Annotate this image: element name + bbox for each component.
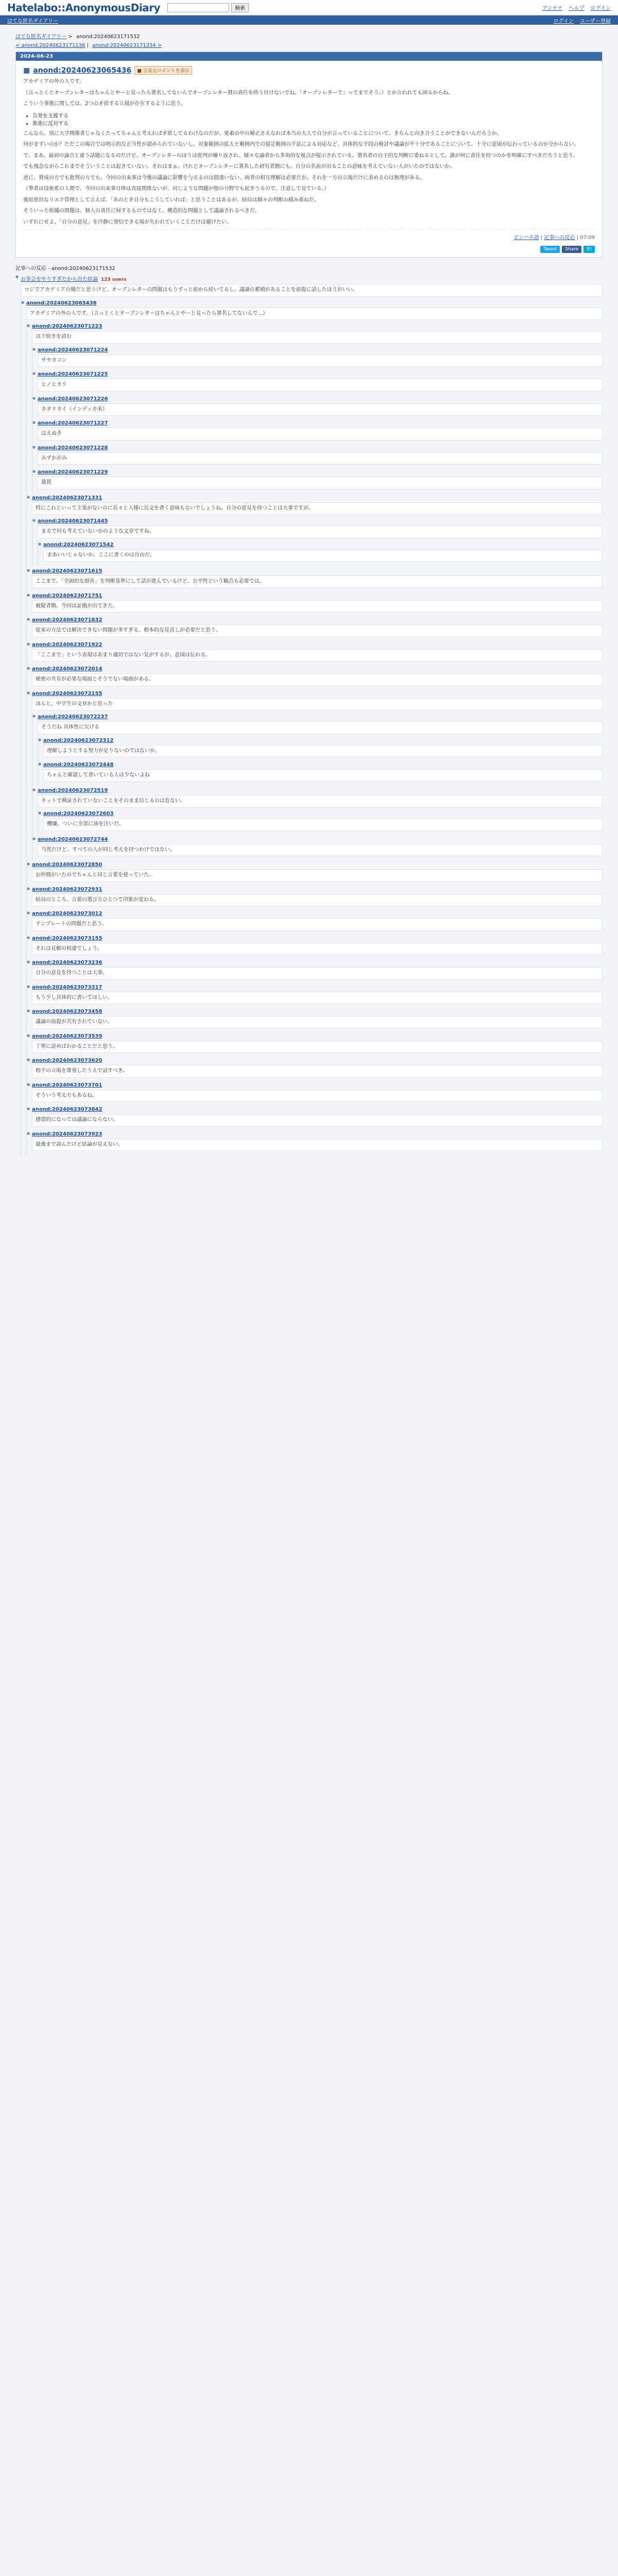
tree-item [27, 886, 603, 910]
nav-sep: | [87, 43, 89, 48]
tree-item-link[interactable]: ● anond:20240623072744 [38, 836, 108, 842]
anonymous-diary-link[interactable]: はてな匿名ダイアリー [7, 18, 59, 24]
tree-item [27, 1008, 603, 1032]
tree-item-link[interactable]: ● anond:20240623072014 [32, 666, 102, 672]
tree-item-snippet: 感情的になっては議論にならない。 [32, 1114, 603, 1127]
tree-item-link[interactable]: ● anond:20240623071445 [38, 518, 108, 524]
entry-paragraph: そういった組織の問題は、個人の責任に帰するものではなく、構造的な問題として議論されるべきだ。 [23, 208, 260, 214]
tree-item-snippet: 被疑者側、今回は証拠が出てきた。 [32, 600, 603, 613]
footer-reactions-link[interactable]: 記事への反応 [544, 235, 575, 241]
entry-paragraph: 逆に、賛成の方でも批判の方でも、今回の出来事は今後の議論に影響を与えるのは間違いない。両者の相互理解は必要だが、それを一方の立場だけに求めるのは無理がある。 [23, 175, 425, 181]
tree-item-link[interactable]: ● anond:20240623072237 [38, 714, 108, 720]
tree-item-snippet: 最後まで読んだけど結論が見えない。 [32, 1139, 603, 1151]
tree-item-link[interactable]: ● anond:20240623072312 [43, 737, 114, 743]
tree-item [32, 787, 603, 836]
entry-bullet: • 告発を支援する [32, 111, 595, 119]
tree-item-link[interactable]: ● anond:20240623071226 [38, 396, 108, 402]
page-content [0, 25, 618, 1161]
tree-item [27, 1106, 603, 1130]
register-link[interactable]: ユーザー登録 [580, 18, 611, 24]
tree-item-link[interactable]: ● anond:20240623073620 [32, 1058, 102, 1063]
tree-item-snippet: そういう考え方もあるね。 [32, 1090, 603, 1103]
tree-item-snippet: 機嫌。ついに全部に油を注いだ。 [43, 818, 603, 831]
tree-item-link[interactable]: ● anond:20240623072850 [32, 862, 102, 868]
tree-item-link[interactable]: ● anond:20240623072155 [32, 690, 102, 697]
tree-item-link[interactable]: ● anond:20240623071223 [32, 324, 102, 329]
tree-item-link[interactable]: ● anond:20240623072519 [38, 787, 108, 793]
show-reference-badge[interactable]: ■ 言及元コメントを表示 [134, 66, 192, 75]
entry [16, 61, 602, 257]
reactions-heading: 記事への反応 - anond:20240623171532 [15, 266, 115, 272]
search-area [167, 3, 249, 12]
tree-item-link[interactable]: ● anond:20240623072448 [43, 762, 114, 768]
footer-time: 07:09 [580, 235, 595, 241]
tree-item [27, 984, 603, 1008]
tree-item [27, 690, 603, 861]
hatena-bookmark-button[interactable]: B! [583, 246, 595, 253]
tree-item-snippet: そうだね 具体性に欠ける [38, 721, 603, 734]
tree-item-snippet: 自分の意見を持つことは大事。 [32, 967, 603, 980]
tree-item-children [32, 346, 603, 493]
entry-footer: ピンハネ語 | 記事への反応 | 07:09 [23, 229, 595, 244]
tree-item-snippet: 当然だけど、すべての人が同じ考えを持つわけではない。 [38, 844, 603, 857]
tree-item [27, 323, 603, 494]
tree-item-children [38, 541, 603, 566]
tree-item-link[interactable]: ● anond:20240623071228 [38, 445, 108, 451]
breadcrumb [15, 32, 603, 40]
tree-item-link[interactable]: ● anond:20240623071227 [38, 420, 108, 426]
tree-item-snippet: 議論の前提が共有されていない。 [32, 1016, 603, 1029]
entry-paragraph: 何がまずいのか？ただこの場合では明示的な正当性が認められていないし、対象範囲の拡大と範囲内での協定範囲の手法による対応など、具体的な手段の検討や議論が不十分であることについて、十分に意図が伝わっているのか分からない。 [23, 142, 579, 147]
help-link[interactable]: ヘルプ [569, 6, 585, 11]
entry-paragraph: でも残念ながらこれまでそういうことは起きていない。それはまぁ、けれどオープンレターに署名した研究者側にも、自分の名前が出ることの意味を考えていない人がいたのではないか。 [23, 164, 455, 170]
tree-item-children [26, 323, 603, 1155]
tree-item-snippet: アカデミアの外の人です。（言っとくとオープンレターはちゃんとやーと見ったら署名してないんで...） [26, 308, 603, 320]
facebook-share-button[interactable]: Share [562, 246, 581, 253]
tree-item-link[interactable]: ● anond:20240623071224 [38, 347, 108, 353]
tree-children [21, 299, 603, 1156]
tree-item [32, 419, 603, 444]
tree-item-link[interactable]: ● anond:20240623071922 [32, 641, 102, 648]
tree-item-snippet: はえぬき [38, 428, 603, 440]
tree-item [27, 567, 603, 592]
tree-item [32, 836, 603, 860]
entry-title[interactable]: anond:20240623065436 [33, 66, 132, 75]
tree-item-link[interactable]: ● anond:20240623071229 [38, 469, 108, 475]
tree-item [38, 541, 603, 566]
root-link[interactable]: ● お茶会をやりすぎたから出た結論 [21, 277, 98, 282]
tree-item-snippet: 結局のところ、言葉の選び方ひとつで印象が変わる。 [32, 894, 603, 907]
search-button[interactable]: 検索 [231, 3, 249, 12]
tree-item [32, 370, 603, 395]
tree-item [27, 1032, 603, 1057]
entry-paragraph: こんなら、別に大学関係者じゃなくたってちゃんと考えれば矛盾してるわけなのだが、要素の中の秘正さえなれば本当の大人で自分が言っていることについて、きちんと向き合うことができないんだろうか。 [23, 130, 502, 137]
tree-item-children [38, 737, 603, 786]
tree-item [27, 910, 603, 935]
tree-item-link[interactable]: ● anond:20240623073842 [32, 1107, 102, 1112]
breadcrumb-current: anond:20240623171532 [76, 34, 140, 40]
tree-item [27, 1130, 603, 1155]
tree-item [27, 641, 603, 666]
tree-item-snippet: 理解しようとする努力が足りないのではないか。 [43, 745, 603, 758]
tree-item-snippet: テンプレートの問題だと思う。 [32, 918, 603, 931]
tree-item-link[interactable]: ● anond:20240623073539 [32, 1033, 102, 1039]
tree-item-link[interactable]: ● anond:20240623073317 [32, 984, 102, 990]
tree-item [38, 810, 603, 835]
entry-paragraph: いずれにせよ、「自分の意見」を冷静に発信できる場が失われていくことだけは避けたい。 [23, 219, 232, 225]
hot-user-count: 123 users [101, 277, 127, 282]
day-block [15, 52, 603, 258]
entry-paragraph: アカデミアの外の人です。 [23, 79, 85, 84]
tree-item [32, 713, 603, 787]
tree-item-snippet: ちゃんと確認して書いている人は少ないよね [43, 769, 603, 782]
tree-item-snippet: 秘密の共有が必要な場面とそうでない場面がある。 [32, 673, 603, 686]
tree-item-link[interactable]: ● anond:20240623073701 [32, 1082, 102, 1088]
tree-item-snippet: 築賞 [38, 477, 603, 489]
tree-item [27, 1081, 603, 1106]
entry-paragraph: （言っとくとオープンレターはちゃんとやーと見ったら署名してないんでオープンレター賛の責任を終う付けないでね。「オープンレターで」ってまでそう。）とか言われても困るからね。 [23, 90, 454, 96]
share-row [23, 244, 595, 254]
breadcrumb-sep: > [68, 34, 73, 40]
tree-item-link[interactable]: ● anond:20240623072931 [32, 886, 102, 892]
tree-item-snippet: 相手の立場を尊重したうえで話すべき。 [32, 1065, 603, 1078]
tree-item [38, 737, 603, 761]
login-link[interactable]: ログイン [553, 18, 574, 24]
tree-item [21, 299, 603, 1156]
tree-item [32, 395, 603, 420]
tree-item-snippet: お仲間がいたのでちゃんと同じ言葉を使っていた。 [32, 869, 603, 882]
tree-item-snippet: ヒノヒカリ [38, 379, 603, 392]
footer-user-link[interactable]: ピンハネ語 [513, 235, 539, 241]
tree-item [27, 592, 603, 617]
prev-entry-link[interactable]: < anond:20240623171136 [15, 43, 85, 48]
tree-root [15, 274, 603, 1157]
tree-item-snippet: ネットで検証されていないことをそのまま信じるのは危ない。 [38, 795, 603, 808]
tree-item-snippet: 特にこれといって主張がないのに長々と人様に長文を書く意味もないでしょうね。自分の意見を持つことは大事ですが。 [32, 502, 603, 515]
top-bar [0, 0, 618, 15]
prev-next-nav [15, 43, 603, 48]
tree-item [32, 346, 603, 371]
tree-item-link[interactable]: ● anond:20240623065436 [26, 300, 97, 306]
tree-item-link[interactable]: ● anond:20240623072603 [43, 811, 114, 817]
tree-item-snippet: カオリカイ（インディカ米） [38, 403, 603, 416]
tree-item-link[interactable]: ● anond:20240623073923 [32, 1131, 102, 1137]
root-snippet: マジでアカデミアの闇だと思うけど、オープンレターの問題はもうずっと前から続いてるし、議論の蓄積があることを前提に話したほうがいい。 [21, 284, 603, 297]
tree-item-snippet: まるで何も考えていないかのような文章ですね。 [38, 526, 603, 538]
tree-item-link[interactable]: ● anond:20240623071225 [38, 371, 108, 377]
entry-paragraph: こういう事態に関しては、2つの矛盾する立場が存在するように思う。 [23, 101, 186, 107]
tree-item [27, 494, 603, 568]
tree-item [27, 1057, 603, 1081]
tree-item-link[interactable]: ● anond:20240623071615 [32, 568, 102, 574]
entry-paragraph: （筆者は技術系の人間で、今回の出来事自体は直接関係ないが、同じような問題が他の分野でも起きうるので、注意して見ている。） [23, 186, 330, 192]
top-links [542, 4, 611, 11]
tree-item-link[interactable]: ● anond:20240623071751 [32, 592, 102, 599]
tree-item-link[interactable]: ● anond:20240623073155 [32, 935, 102, 941]
tree-item-snippet: もう少し具体的に書いてほしい。 [32, 992, 603, 1005]
tree-item-children [32, 517, 603, 566]
tree-item-snippet: 以下続きを読む [32, 331, 603, 344]
day-date: 2024-06-23 [16, 52, 602, 61]
tree-item [32, 444, 603, 469]
tree-item [27, 959, 603, 984]
tree-item-link[interactable]: ● anond:20240623071542 [43, 541, 114, 548]
tree-item-children [38, 810, 603, 835]
entry-square-icon: ■ [23, 66, 30, 75]
tree-item-children [32, 713, 603, 860]
tree-item [38, 761, 603, 786]
tree-item-link[interactable]: ● anond:20240623073458 [32, 1009, 102, 1014]
reactions-tree [15, 264, 603, 1157]
tree-item-snippet: 「ここまで」という表現はあまり適切ではない気がするが、意図は伝わる。 [32, 649, 603, 662]
tree-item-link[interactable]: ● anond:20240623071331 [32, 495, 102, 501]
entry-paragraph: 後知恵的なリスク管理として言えば、「あのとき自分もこうしていれば」と思うことはあるが、結局は個々の判断の積み重ねだ。 [23, 197, 319, 203]
tree-item-link[interactable]: ● anond:20240623073236 [32, 960, 102, 965]
tree-item-snippet: みずかがみ [38, 452, 603, 465]
entry-body [23, 78, 595, 226]
tree-item [27, 665, 603, 690]
site-logo[interactable]: Hatelabo::AnonymousDiary [7, 1, 161, 14]
entry-bullet: • 推進に反対する [32, 119, 595, 127]
search-input[interactable] [167, 3, 229, 12]
tree-item [27, 935, 603, 959]
tree-item [32, 517, 603, 566]
tweet-button[interactable]: Tweet [540, 246, 560, 253]
tree-item [27, 616, 603, 641]
tree-item [32, 468, 603, 493]
entry-bullets [32, 111, 595, 127]
tree-item-snippet: 丁寧に読めばわかることだと思う。 [32, 1041, 603, 1054]
antenna-link[interactable]: アンテナ [542, 6, 563, 11]
tree-item-link[interactable]: ● anond:20240623073012 [32, 911, 102, 917]
sub-links [554, 16, 611, 24]
tree-item-snippet: ほんと、中学生の文章かと思った [32, 698, 603, 711]
sub-bar [0, 15, 618, 25]
tree-item [27, 861, 603, 886]
tree-item-link[interactable]: ● anond:20240623071832 [32, 617, 102, 623]
tree-item-snippet: それは見解の相違でしょう。 [32, 943, 603, 956]
tree-item-snippet: ここまで、「全面的な損害」を判断基準にして話が進んでいるけど、公平性という観点も必要では。 [32, 575, 603, 588]
tree-item-snippet: 従来の方法では解決できない問題が多すぎる。根本的な見直しが必要だと思う。 [32, 624, 603, 637]
tree-item-snippet: まあいいじゃないか。ここに書くのは自由だ。 [43, 549, 603, 562]
login-link-top[interactable]: ログイン [590, 6, 611, 11]
tree-item-snippet: サヤカコン [38, 354, 603, 367]
next-entry-link[interactable]: anond:20240623171334 > [92, 43, 162, 48]
entry-title-row [23, 66, 595, 75]
entry-paragraph: で、まあ、最初の論点と違う話題になるのだけど、オープンレターのほうは批判が繰り返され、様々な論者から多角的な視点が提示されている。署名者の自主的な判断に委ねるとして、誰が何に責任を持つのかを明確にすべきだろうと思う。 [23, 152, 579, 159]
breadcrumb-home[interactable]: はてな匿名ダイアリー [15, 34, 67, 40]
